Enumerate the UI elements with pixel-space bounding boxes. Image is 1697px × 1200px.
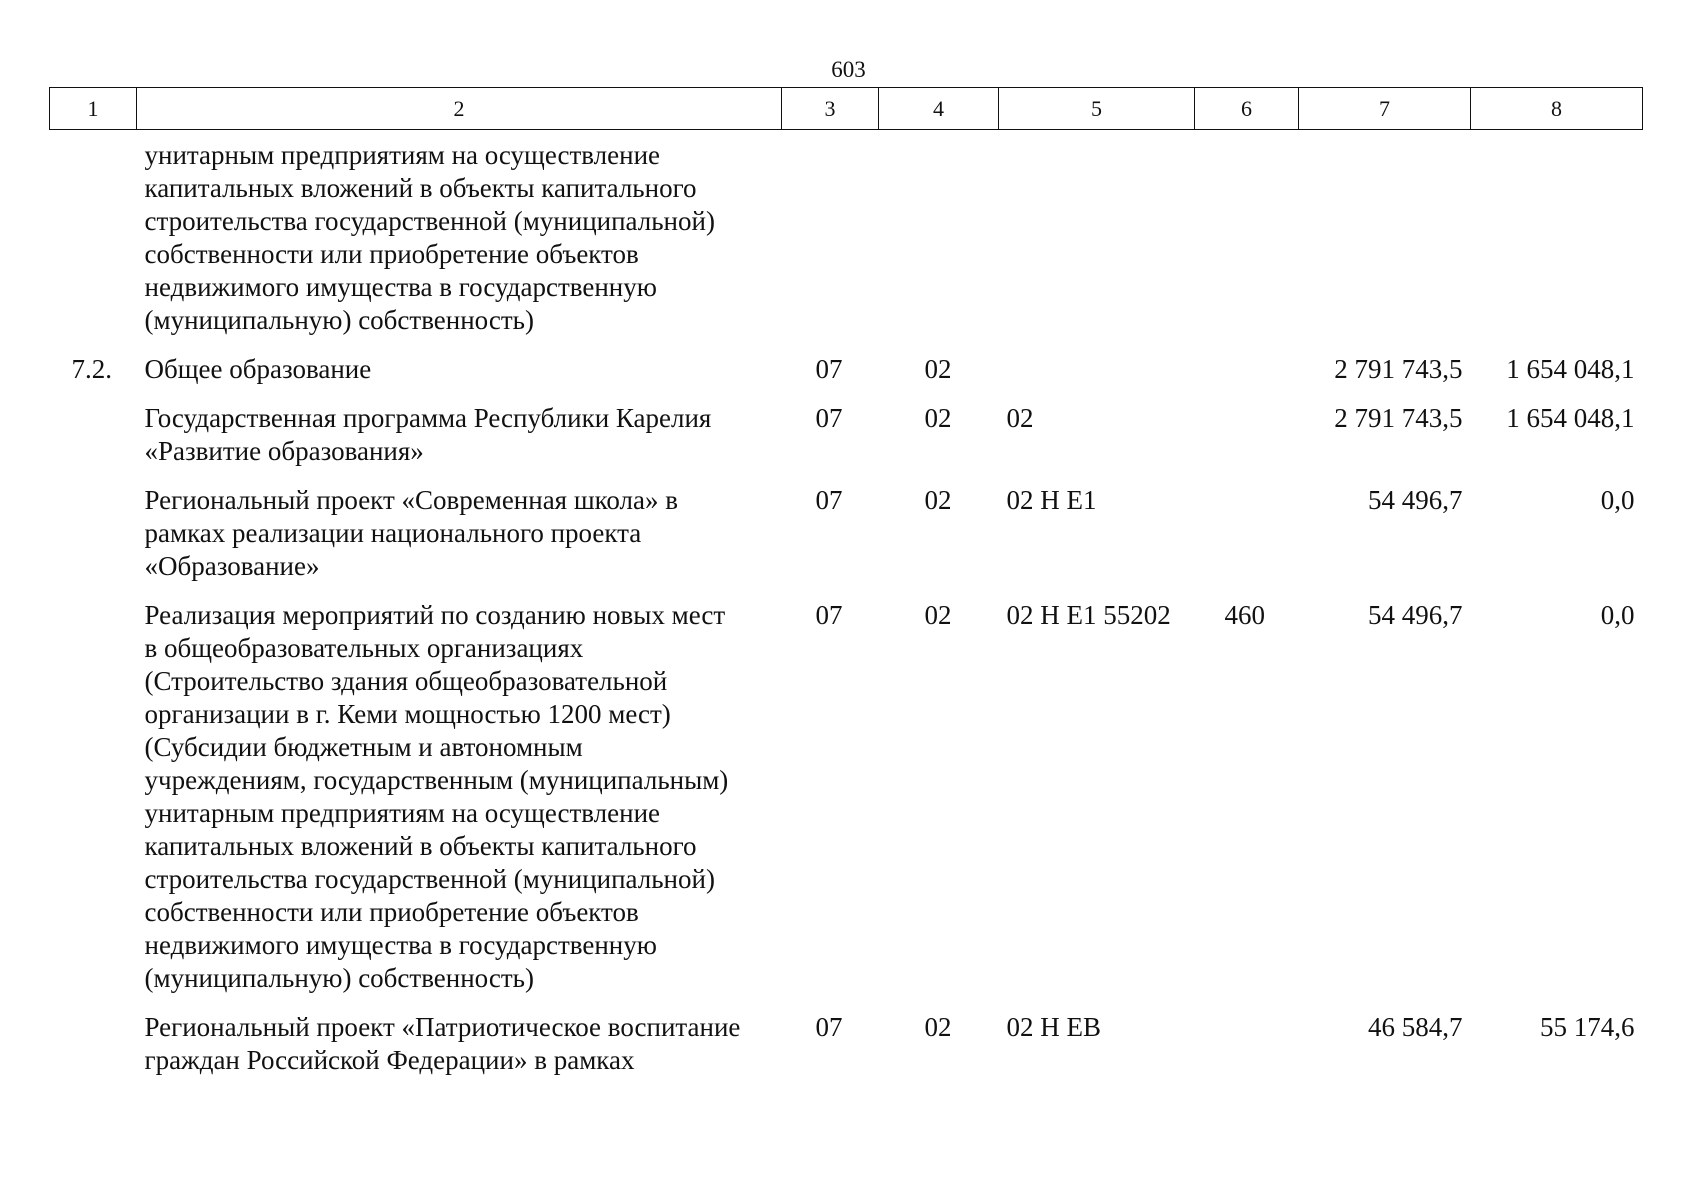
table-row [50, 484, 1643, 599]
expense-type-code: 460 [1224, 600, 1265, 630]
description-line: «Образование» [144, 551, 320, 581]
description-line: (Субсидии бюджетным и автономным [144, 732, 583, 762]
target-article-code: 02 Н Е1 [1006, 485, 1097, 515]
description-line: унитарным предприятиям на осуществление [144, 798, 661, 828]
description-line: (Строительство здания общеобразовательной [144, 666, 668, 696]
header-col-1: 1 [50, 88, 137, 130]
description-line: строительства государственной (муниципальной) [144, 206, 715, 236]
description-line: Реализация мероприятий по созданию новых мест [144, 600, 726, 630]
subsection-code: 02 [924, 403, 952, 433]
amount-col-8: 0,0 [1600, 485, 1635, 515]
description-line: недвижимого имущества в государственную [144, 272, 657, 302]
description-line: учреждениям, государственным (муниципальным) [144, 765, 729, 795]
section-code [782, 130, 879, 354]
row-number [50, 599, 137, 1011]
description-line: недвижимого имущества в государственную [144, 930, 657, 960]
header-col-5: 5 [999, 88, 1195, 130]
amount-col-8: 1 654 048,1 [1506, 403, 1635, 433]
description-line: собственности или приобретение объектов [144, 897, 639, 927]
table-row [50, 402, 1643, 484]
row-description [137, 484, 782, 599]
row-description [137, 130, 782, 354]
table-row [50, 599, 1643, 1011]
row-number [50, 402, 137, 484]
description-line: в общеобразовательных организациях [144, 633, 584, 663]
description-line: унитарным предприятиям на осуществление [144, 140, 661, 170]
amount-col-7: 2 791 743,5 [1334, 403, 1463, 433]
expense-type-code [1195, 484, 1299, 599]
amount-col-8: 0,0 [1600, 600, 1635, 630]
target-article-code [999, 130, 1195, 354]
amount-col-7: 2 791 743,5 [1334, 354, 1463, 384]
subsection-code: 02 [924, 354, 952, 384]
row-number [50, 130, 137, 354]
description-line: рамках реализации национального проекта [144, 518, 642, 548]
row-number: 7.2. [71, 354, 112, 384]
description-line: (муниципальную) собственность) [144, 963, 534, 993]
target-article-code: 02 Н Е1 55202 [1006, 600, 1171, 630]
row-description [137, 599, 782, 1011]
target-article-code [999, 353, 1195, 402]
header-col-3: 3 [782, 88, 879, 130]
section-code: 07 [815, 1012, 843, 1042]
amount-col-7: 46 584,7 [1368, 1012, 1463, 1042]
header-col-2: 2 [137, 88, 782, 130]
header-col-8: 8 [1471, 88, 1643, 130]
expense-type-code [1195, 1011, 1299, 1093]
description-line: собственности или приобретение объектов [144, 239, 639, 269]
description-line: граждан Российской Федерации» в рамках [144, 1045, 635, 1075]
table-row [50, 130, 1643, 354]
amount-col-8: 55 174,6 [1540, 1012, 1635, 1042]
expense-type-code [1195, 402, 1299, 484]
description-line: Региональный проект «Современная школа» в [144, 485, 678, 515]
row-number [50, 484, 137, 599]
section-code: 07 [815, 403, 843, 433]
expense-type-code [1195, 130, 1299, 354]
description-line: организации в г. Кеми мощностью 1200 мест) [144, 699, 671, 729]
table-header [50, 88, 1643, 130]
table-body [50, 130, 1643, 1094]
header-col-4: 4 [879, 88, 999, 130]
header-col-6: 6 [1195, 88, 1299, 130]
amount-col-7 [1299, 130, 1471, 354]
description-line: (муниципальную) собственность) [144, 305, 534, 335]
budget-table [49, 87, 1643, 1093]
subsection-code: 02 [924, 600, 952, 630]
description-line: Региональный проект «Патриотическое воспитание [144, 1012, 741, 1042]
description-line: Государственная программа Республики Карелия [144, 403, 712, 433]
description-line: строительства государственной (муниципальной) [144, 864, 715, 894]
section-code: 07 [815, 485, 843, 515]
target-article-code: 02 [1006, 403, 1034, 433]
row-description [137, 402, 782, 484]
header-col-7: 7 [1299, 88, 1471, 130]
description-line: капитальных вложений в объекты капитального [144, 831, 697, 861]
amount-col-8: 1 654 048,1 [1506, 354, 1635, 384]
description-line: Общее образование [144, 354, 372, 384]
row-number [50, 1011, 137, 1093]
table-row [50, 353, 1643, 402]
description-line: «Развитие образования» [144, 436, 424, 466]
subsection-code [879, 130, 999, 354]
target-article-code: 02 Н ЕВ [1006, 1012, 1101, 1042]
amount-col-8 [1471, 130, 1643, 354]
page-number: 603 [831, 57, 866, 82]
subsection-code: 02 [924, 1012, 952, 1042]
expense-type-code [1195, 353, 1299, 402]
amount-col-7: 54 496,7 [1368, 600, 1463, 630]
subsection-code: 02 [924, 485, 952, 515]
row-description [137, 1011, 782, 1093]
table-row [50, 1011, 1643, 1093]
amount-col-7: 54 496,7 [1368, 485, 1463, 515]
section-code: 07 [815, 354, 843, 384]
row-description [137, 353, 782, 402]
section-code: 07 [815, 600, 843, 630]
header-row [50, 88, 1643, 130]
description-line: капитальных вложений в объекты капитального [144, 173, 697, 203]
